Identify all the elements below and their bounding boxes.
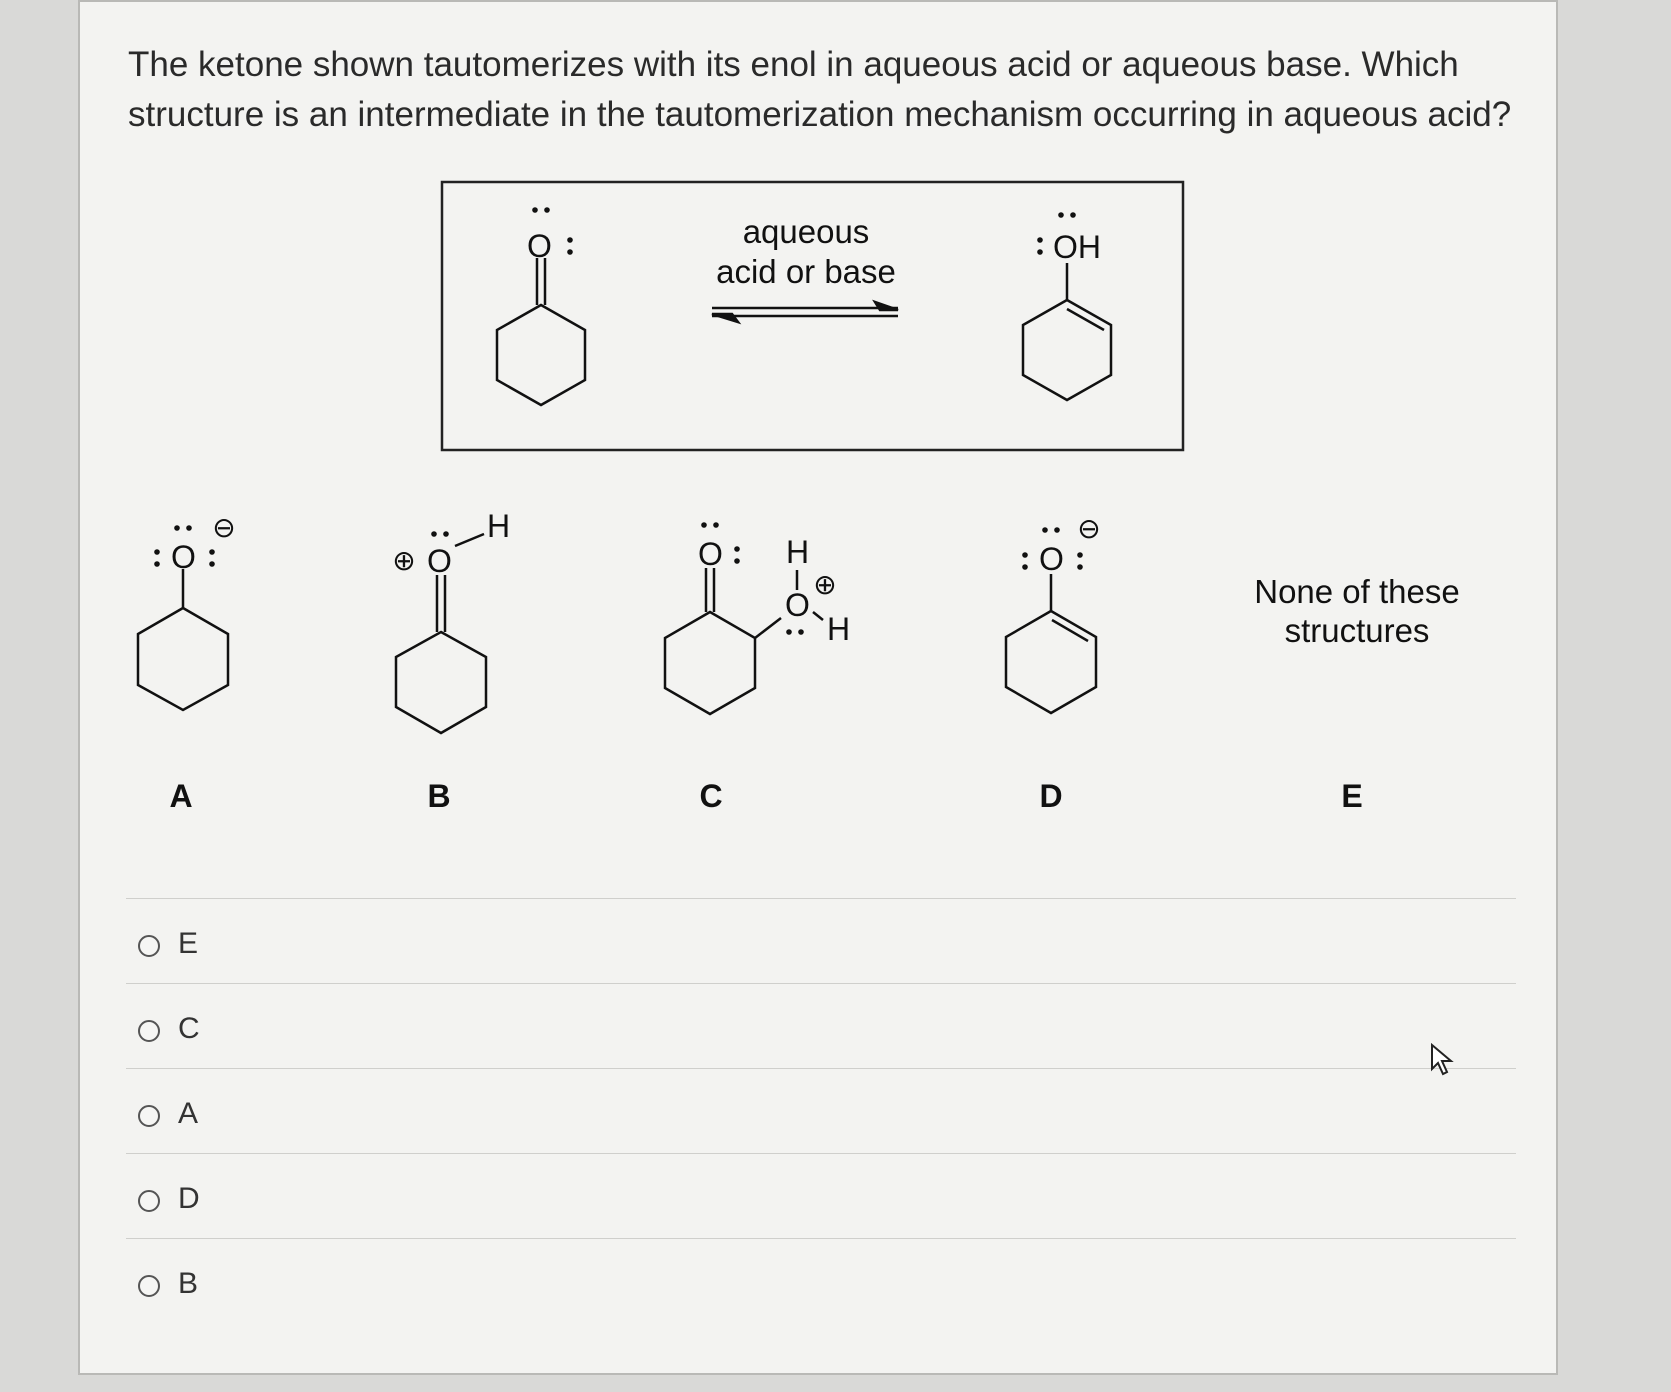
condition-line-2: acid or base	[716, 253, 896, 290]
choice-c[interactable]	[126, 983, 1516, 1063]
structure-b	[392, 508, 510, 814]
structure-b-hydrogen: H	[487, 508, 511, 544]
choice-label: B	[178, 1267, 199, 1300]
mouse-pointer-icon	[1430, 1043, 1454, 1077]
choice-a[interactable]	[126, 1068, 1516, 1148]
radio-button[interactable]	[138, 1020, 160, 1042]
structure-e-line-1: None of these	[1254, 573, 1460, 610]
svg-text:O: O	[1039, 541, 1064, 577]
enol-hydroxyl: OH	[1053, 229, 1101, 265]
radio-button[interactable]	[138, 1105, 160, 1127]
radio-button[interactable]	[138, 1190, 160, 1212]
svg-text:O: O	[427, 543, 452, 579]
condition-line-1: aqueous	[742, 213, 870, 250]
choice-b[interactable]	[126, 1238, 1516, 1318]
structure-b-letter: B	[427, 778, 451, 814]
structure-c	[665, 522, 850, 814]
structure-e-line-2: structures	[1284, 612, 1430, 649]
structure-d-charge: ⊖	[1077, 513, 1101, 544]
svg-text:O: O	[785, 587, 810, 623]
structure-e	[1254, 573, 1459, 814]
radio-button[interactable]	[138, 935, 160, 957]
enol-structure	[1023, 263, 1111, 400]
structure-b-charge: ⊕	[392, 545, 416, 576]
svg-text:O: O	[698, 536, 723, 572]
choice-label: E	[178, 927, 199, 960]
structure-a-charge: ⊖	[212, 512, 236, 543]
structure-e-letter: E	[1341, 778, 1363, 814]
radio-button[interactable]	[138, 1275, 160, 1297]
choice-d[interactable]	[126, 1153, 1516, 1233]
question-text: The ketone shown tautomerizes with its enol in aqueous acid or aqueous base. Which structure is an intermediate in the tautomerization mechanism occurring in aqueous acid?	[128, 45, 1512, 134]
structure-a-letter: A	[169, 778, 193, 814]
ketone-structure	[497, 258, 585, 405]
svg-text:O: O	[171, 539, 196, 575]
choice-label: D	[178, 1182, 200, 1215]
choice-label: A	[178, 1097, 199, 1130]
structure-a	[138, 512, 236, 814]
structure-d-letter: D	[1039, 778, 1063, 814]
equilibrium-arrow	[712, 302, 898, 322]
choice-e[interactable]	[126, 898, 1516, 978]
structure-c-hydrogen-right: H	[827, 611, 851, 647]
structure-c-letter: C	[699, 778, 723, 814]
structure-c-charge: ⊕	[813, 569, 837, 600]
structure-d	[1006, 513, 1101, 814]
ketone-oxygen: O	[527, 228, 552, 264]
choice-label: C	[178, 1012, 200, 1045]
structure-c-hydrogen-top: H	[786, 534, 810, 570]
